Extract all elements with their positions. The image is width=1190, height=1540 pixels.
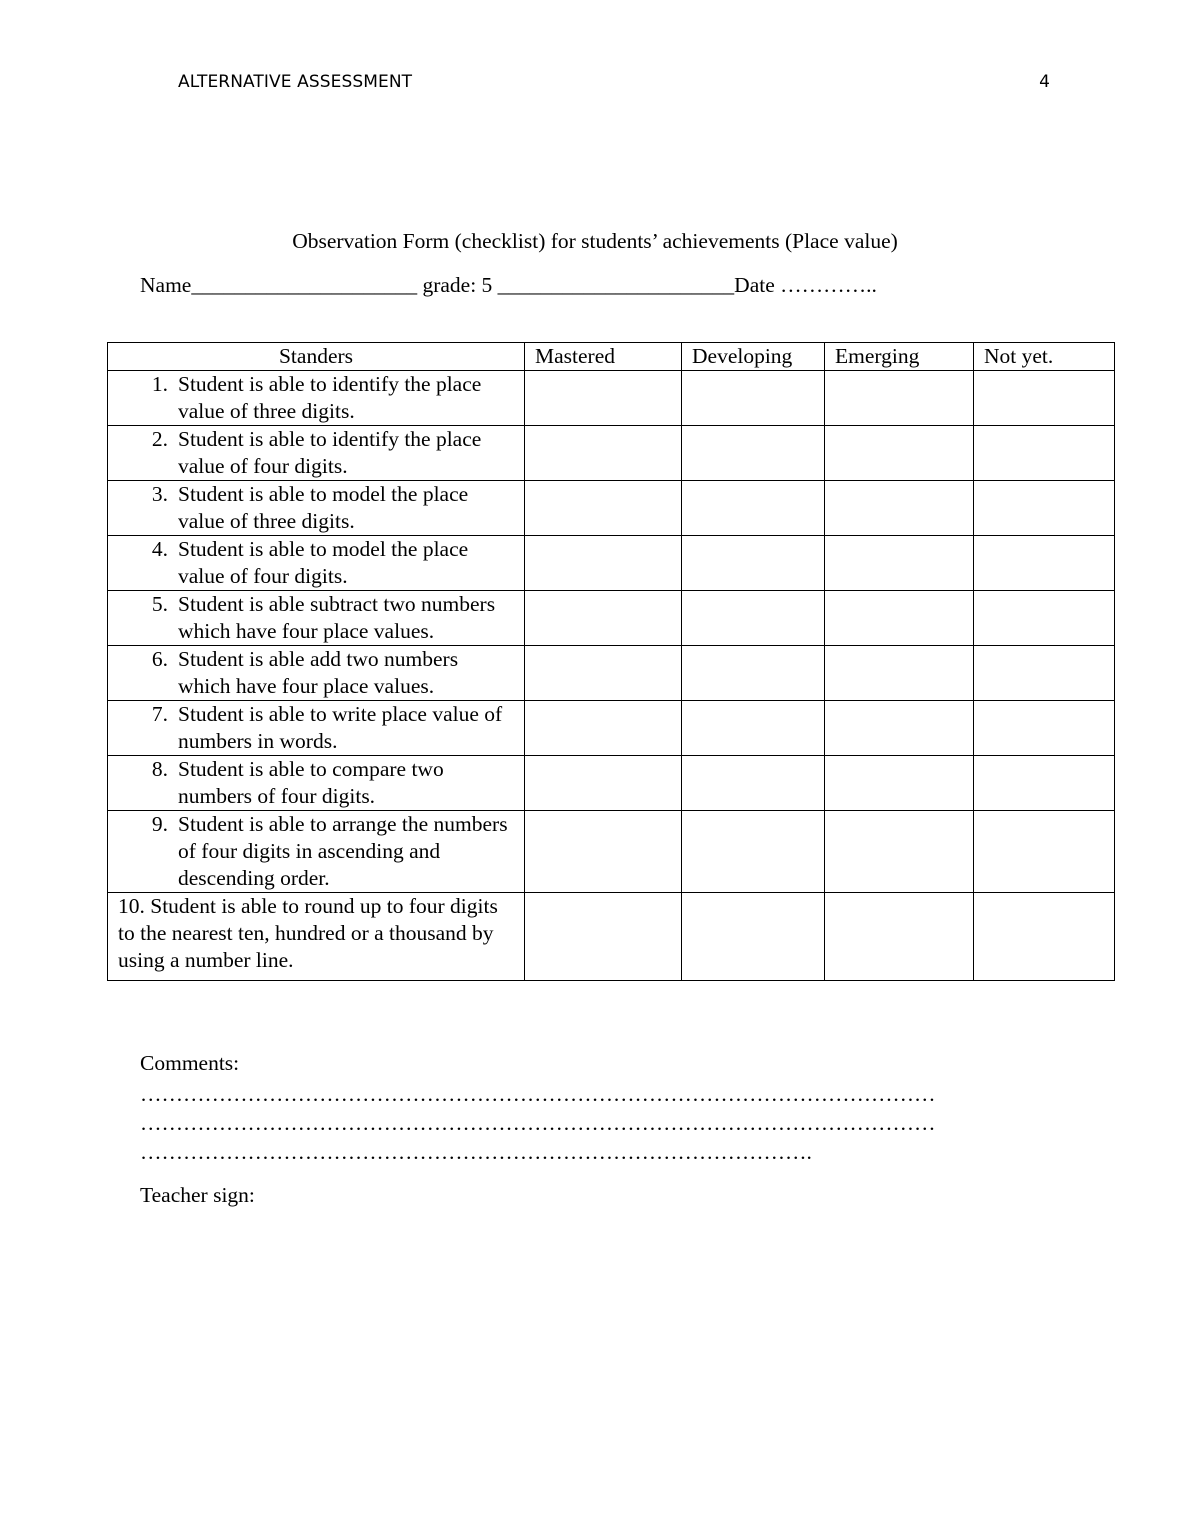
standard-number: 8. [151,757,168,781]
page-number: 4 [1039,72,1050,92]
not-yet-cell[interactable] [974,701,1115,756]
standard-text: Student is able to compare two numbers of four digits. [178,757,444,808]
table-row [108,893,1115,981]
standard-text: Student is able to identify the place value of three digits. [178,372,482,423]
mastered-cell[interactable] [525,893,682,981]
emerging-cell[interactable] [825,591,974,646]
table-row [108,371,1115,426]
mastered-cell[interactable] [525,481,682,536]
standard-number: 1. [151,372,168,396]
not-yet-cell[interactable] [974,536,1115,591]
emerging-cell[interactable] [825,481,974,536]
standard-text: Student is able subtract two numbers which have four place values. [178,592,496,643]
not-yet-cell[interactable] [974,371,1115,426]
table-row [108,481,1115,536]
standard-cell [108,811,525,893]
standard-text: Student is able add two numbers which have four place values. [178,647,459,698]
emerging-cell[interactable] [825,756,974,811]
form-title: Observation Form (checklist) for students’ achievements (Place value) [292,229,898,253]
checklist-table [107,342,1115,981]
not-yet-cell[interactable] [974,426,1115,481]
column-header-developing: Developing [682,343,825,371]
table-row [108,426,1115,481]
standard-text: Student is able to model the place value of four digits. [178,537,469,588]
comment-line[interactable]: …………………………………………………………………………………. [140,1140,812,1164]
standard-text: 10. Student is able to round up to four digits to the nearest ten, hundred or a thousand by using a number line. [118,894,498,972]
developing-cell[interactable] [682,811,825,893]
standard-cell [108,426,525,481]
standard-cell [108,481,525,536]
developing-cell[interactable] [682,591,825,646]
table-header-row [108,343,1115,371]
developing-cell[interactable] [682,481,825,536]
standard-text: Student is able to write place value of numbers in words. [178,702,503,753]
developing-cell[interactable] [682,646,825,701]
developing-cell[interactable] [682,701,825,756]
standard-number: 9. [151,812,168,836]
comment-line[interactable]: ………………………………………………………………………………………………… [140,1111,936,1135]
not-yet-cell[interactable] [974,893,1115,981]
standard-cell [108,646,525,701]
standard-number: 2. [151,427,168,451]
standard-number: 7. [151,702,168,726]
table-row [108,811,1115,893]
standard-text: Student is able to model the place value of three digits. [178,482,469,533]
column-header-standards: Standers [108,343,525,371]
comments-label: Comments: [140,1051,240,1075]
mastered-cell[interactable] [525,591,682,646]
table-row [108,756,1115,811]
developing-cell[interactable] [682,371,825,426]
mastered-cell[interactable] [525,646,682,701]
standard-cell [108,536,525,591]
comment-line[interactable]: ………………………………………………………………………………………………… [140,1082,936,1106]
developing-cell[interactable] [682,536,825,591]
student-info-line: Name_____________________ grade: 5 ______________________Date ………….. [140,273,877,297]
emerging-cell[interactable] [825,646,974,701]
standard-number: 3. [151,482,168,506]
standard-number: 6. [151,647,168,671]
standard-number: 5. [151,592,168,616]
not-yet-cell[interactable] [974,591,1115,646]
column-header-not-yet: Not yet. [974,343,1115,371]
not-yet-cell[interactable] [974,756,1115,811]
emerging-cell[interactable] [825,701,974,756]
standard-cell [108,591,525,646]
standard-cell [108,701,525,756]
not-yet-cell[interactable] [974,481,1115,536]
mastered-cell[interactable] [525,536,682,591]
standard-text: Student is able to arrange the numbers of four digits in ascending and descending order. [178,812,508,890]
standard-cell [108,893,525,981]
table-row [108,591,1115,646]
standard-text: Student is able to identify the place value of four digits. [178,427,482,478]
developing-cell[interactable] [682,426,825,481]
table-row [108,646,1115,701]
standard-cell [108,756,525,811]
developing-cell[interactable] [682,893,825,981]
mastered-cell[interactable] [525,811,682,893]
mastered-cell[interactable] [525,371,682,426]
not-yet-cell[interactable] [974,646,1115,701]
column-header-emerging: Emerging [825,343,974,371]
emerging-cell[interactable] [825,371,974,426]
emerging-cell[interactable] [825,426,974,481]
not-yet-cell[interactable] [974,811,1115,893]
column-header-mastered: Mastered [525,343,682,371]
standard-cell [108,371,525,426]
mastered-cell[interactable] [525,701,682,756]
mastered-cell[interactable] [525,756,682,811]
developing-cell[interactable] [682,756,825,811]
emerging-cell[interactable] [825,893,974,981]
mastered-cell[interactable] [525,426,682,481]
emerging-cell[interactable] [825,811,974,893]
running-head: ALTERNATIVE ASSESSMENT [178,72,413,92]
emerging-cell[interactable] [825,536,974,591]
table-row [108,536,1115,591]
teacher-sign-label: Teacher sign: [140,1183,255,1207]
standard-number: 4. [151,537,168,561]
table-row [108,701,1115,756]
